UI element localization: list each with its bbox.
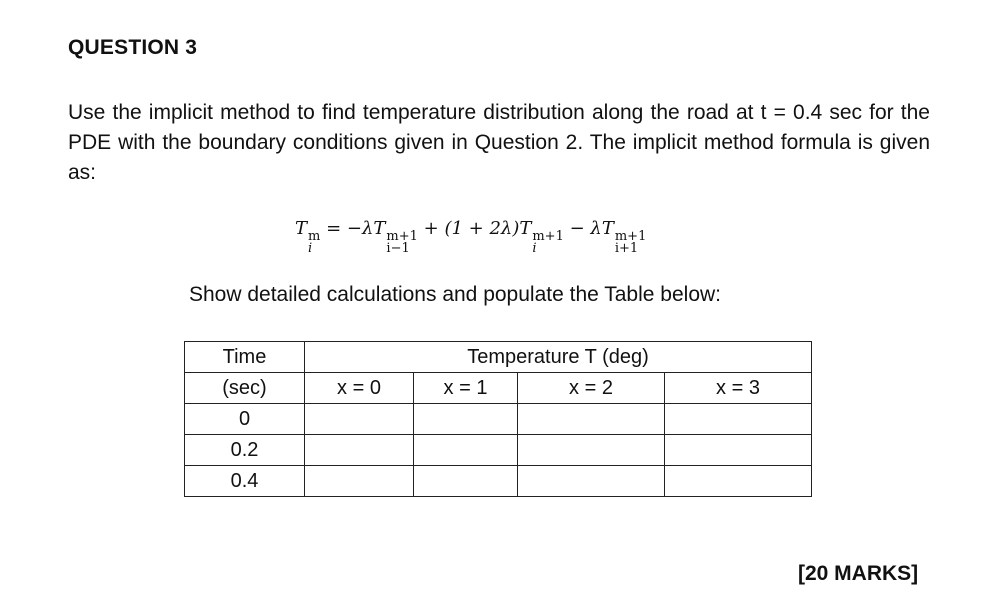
question-heading: QUESTION 3: [68, 36, 198, 59]
value-cell[interactable]: [414, 435, 518, 466]
value-cell[interactable]: [665, 435, 812, 466]
formula-term3: λT: [590, 218, 614, 239]
column-header-x3: x = 3: [665, 373, 812, 404]
temperature-header-cell: [305, 342, 812, 373]
temperature-table: [184, 341, 812, 497]
table-row: [185, 466, 812, 497]
formula-lhs: T: [295, 218, 308, 239]
time-cell: 0.4: [185, 466, 305, 497]
formula-equals: =: [326, 218, 342, 239]
value-cell[interactable]: [305, 404, 414, 435]
formula-coef: (1 + 2λ)T: [444, 218, 532, 239]
time-unit-label: (sec): [222, 376, 267, 399]
table-row: [185, 435, 812, 466]
marks-label: [20 MARKS]: [798, 562, 919, 585]
question-paragraph: Use the implicit method to find temperature distribution along the road at t = 0.4 sec for the PDE with the boundary conditions given in Question 2. The implicit method formula is given as:: [68, 101, 930, 184]
instruction-text: Show detailed calculations and populate the Table below:: [189, 283, 721, 306]
temperature-header-label: Temperature T (deg): [467, 345, 649, 368]
value-cell[interactable]: [518, 435, 665, 466]
value-cell[interactable]: [518, 466, 665, 497]
value-cell[interactable]: [414, 466, 518, 497]
value-cell[interactable]: [665, 466, 812, 497]
time-header-label: Time: [222, 345, 267, 368]
value-cell[interactable]: [414, 404, 518, 435]
value-cell[interactable]: [665, 404, 812, 435]
table-row: [185, 404, 812, 435]
value-cell[interactable]: [305, 466, 414, 497]
time-header-cell: [185, 342, 305, 373]
formula-lhs-sup: m: [308, 229, 321, 244]
time-unit-cell: [185, 373, 305, 404]
formula-term2-sub: i: [532, 241, 537, 256]
column-header-x2: x = 2: [518, 373, 665, 404]
table-subheader-row: [185, 373, 812, 404]
time-cell: 0: [185, 404, 305, 435]
column-header-x0: x = 0: [305, 373, 414, 404]
table-header-row: [185, 342, 812, 373]
implicit-method-formula: [295, 218, 646, 255]
column-header-x1: x = 1: [414, 373, 518, 404]
formula-term1: −λT: [346, 218, 386, 239]
formula-minus: −: [569, 218, 585, 239]
formula-term2-sup: m+1: [532, 229, 564, 244]
formula-term3-sup: m+1: [614, 229, 647, 244]
value-cell[interactable]: [518, 404, 665, 435]
formula-term1-sup: m+1: [386, 229, 418, 244]
formula-plus: +: [423, 218, 439, 239]
formula-term1-sub: i−1: [386, 241, 410, 256]
time-cell: 0.2: [185, 435, 305, 466]
formula-term3-sub: i+1: [614, 241, 639, 256]
formula-lhs-sub: i: [308, 241, 313, 256]
value-cell[interactable]: [305, 435, 414, 466]
